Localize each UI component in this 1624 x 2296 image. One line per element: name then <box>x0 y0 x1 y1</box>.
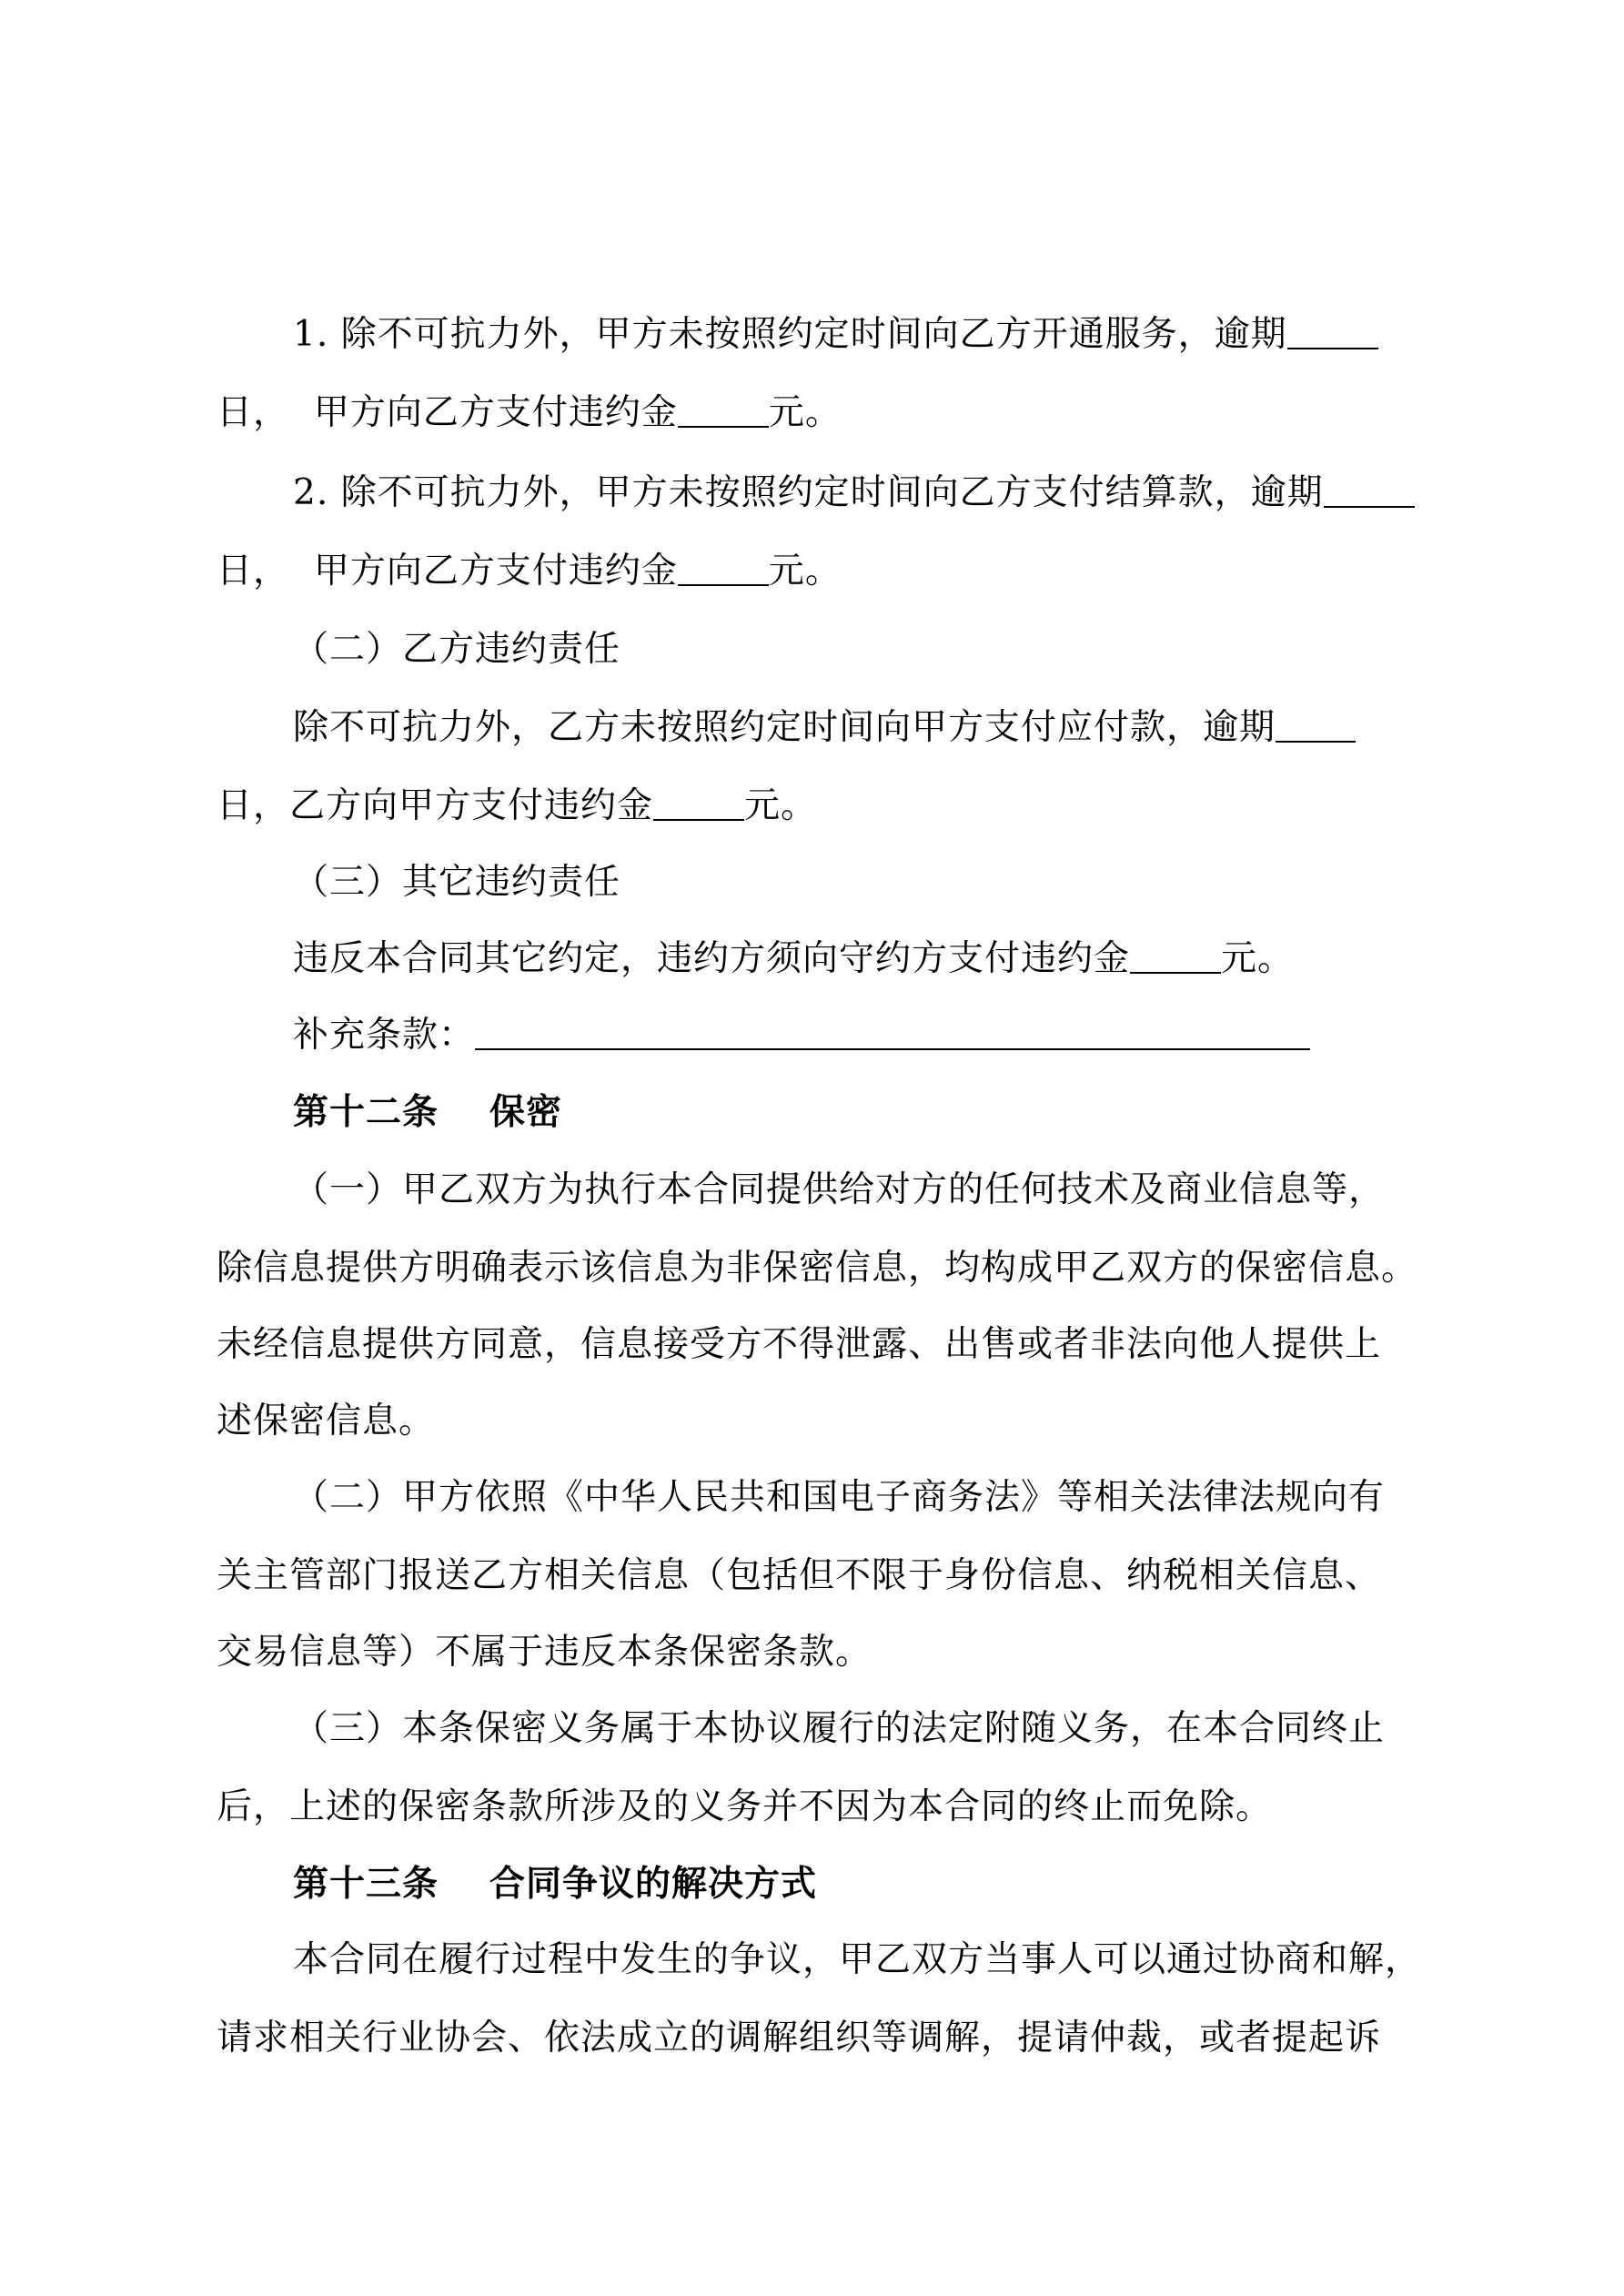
clause-text: 违反本合同其它约定，违约方须向守约方支付违约金 <box>293 938 1131 979</box>
blank-supplement-field <box>475 1016 1310 1050</box>
blank-amount-field <box>678 551 769 586</box>
clause-text: 元。 <box>744 785 818 826</box>
article-13-para-1-line-1: 本合同在履行过程中发生的争议，甲乙双方当事人可以通过协商和解， <box>293 1939 1422 1980</box>
article-12-para-1-line-3: 未经信息提供方同意，信息接受方不得泄露、出售或者非法向他人提供上 <box>217 1324 1382 1365</box>
article-number: 第十三条 <box>293 1863 439 1905</box>
blank-amount-field <box>678 393 769 428</box>
clause-item-2-line-2 <box>217 550 1436 593</box>
supplement-line <box>293 1014 1512 1057</box>
clause-text: 甲方向乙方支付违约金 <box>313 551 678 592</box>
article-12-para-1-line-2: 除信息提供方明确表示该信息为非保密信息，均构成甲乙双方的保密信息。 <box>217 1248 1418 1289</box>
article-12-para-1-line-1: （一）甲乙双方为执行本合同提供给对方的任何技术及商业信息等， <box>293 1169 1386 1210</box>
clause-item-2-line-1 <box>293 471 1512 515</box>
blank-amount-field <box>1130 939 1221 974</box>
article-12-para-1-line-4: 述保密信息。 <box>217 1401 436 1441</box>
clause-text: 元。 <box>768 392 842 433</box>
blank-days-field <box>1276 708 1356 743</box>
article-12-heading <box>293 1090 1512 1134</box>
article-13-para-1-line-2: 请求相关行业协会、依法成立的调解组织等调解，提请仲裁，或者提起诉 <box>217 2018 1382 2058</box>
blank-days-field <box>1324 473 1415 508</box>
section-3-heading: （三）其它违约责任 <box>293 862 621 903</box>
clause-text: 2. 除不可抗力外，甲方未按照约定时间向乙方支付结算款，逾期 <box>293 472 1324 513</box>
clause-text: 元。 <box>768 551 842 592</box>
blank-days-field <box>1287 315 1378 349</box>
article-12-para-3-line-2: 后，上述的保密条款所涉及的义务并不因为本合同的终止而免除。 <box>217 1786 1273 1827</box>
supplement-label: 补充条款： <box>293 1015 476 1056</box>
clause-item-1-line-1 <box>293 313 1512 357</box>
clause-text: 日， <box>217 551 290 592</box>
section-2-line-2 <box>217 784 1436 828</box>
blank-amount-field <box>653 786 744 821</box>
clause-text: 1. 除不可抗力外，甲方未按照约定时间向乙方开通服务，逾期 <box>293 314 1287 355</box>
section-3-line-1 <box>293 937 1512 981</box>
clause-text: 甲方向乙方支付违约金 <box>313 392 678 433</box>
clause-text: 日， <box>217 392 290 433</box>
article-13-heading <box>293 1862 1512 1906</box>
clause-text: 日，乙方向甲方支付违约金 <box>217 785 654 826</box>
article-12-para-2-line-1: （二）甲方依照《中华人民共和国电子商务法》等相关法律法规向有 <box>293 1477 1386 1518</box>
clause-item-1-line-2 <box>217 391 1436 435</box>
article-12-para-2-line-2: 关主管部门报送乙方相关信息（包括但不限于身份信息、纳税相关信息、 <box>217 1555 1382 1596</box>
article-title: 合同争议的解决方式 <box>489 1863 818 1905</box>
section-2-line-1 <box>293 706 1512 750</box>
article-number: 第十二条 <box>293 1091 439 1133</box>
clause-text: 元。 <box>1221 938 1295 979</box>
article-title: 保密 <box>489 1091 563 1133</box>
article-12-para-2-line-3: 交易信息等）不属于违反本条保密条款。 <box>217 1632 873 1673</box>
clause-text: 除不可抗力外，乙方未按照约定时间向甲方支付应付款，逾期 <box>293 707 1276 748</box>
section-2-heading: （二）乙方违约责任 <box>293 629 621 670</box>
article-12-para-3-line-1: （三）本条保密义务属于本协议履行的法定附随义务，在本合同终止 <box>293 1708 1386 1749</box>
